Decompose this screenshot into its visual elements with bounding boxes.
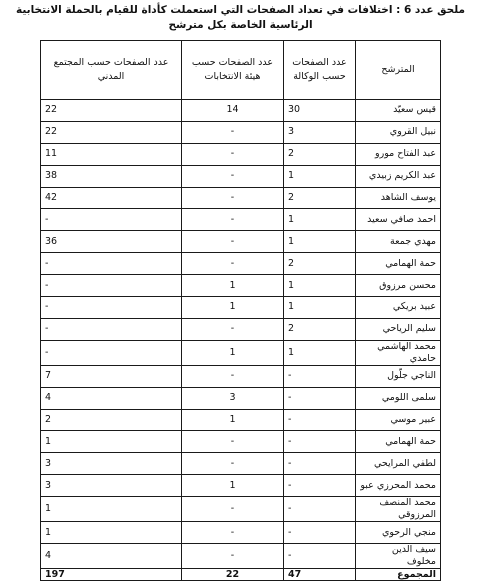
table-row bbox=[41, 100, 441, 122]
cell-agency: - bbox=[284, 431, 356, 453]
cell-election-body: 1 bbox=[182, 297, 284, 319]
cell-agency: - bbox=[284, 544, 356, 569]
cell-candidate: لطفي المرايحي bbox=[356, 453, 441, 475]
cell-election-body: 3 bbox=[182, 387, 284, 409]
cell-civil-society: 22 bbox=[41, 121, 182, 143]
cell-agency: - bbox=[284, 409, 356, 431]
total-agency: 47 bbox=[284, 569, 356, 581]
header-candidate: المترشح bbox=[356, 41, 441, 100]
cell-election-body: - bbox=[182, 497, 284, 522]
cell-agency: 1 bbox=[284, 209, 356, 231]
table-row bbox=[41, 544, 441, 569]
document-title bbox=[6, 3, 475, 33]
cell-candidate: عبد الفتاح مورو bbox=[356, 143, 441, 165]
cell-election-body: - bbox=[182, 431, 284, 453]
cell-candidate: عبد الكريم زبيدي bbox=[356, 165, 441, 187]
cell-civil-society: - bbox=[41, 340, 182, 365]
cell-election-body: - bbox=[182, 187, 284, 209]
cell-civil-society: 42 bbox=[41, 187, 182, 209]
cell-civil-society: - bbox=[41, 253, 182, 275]
cell-election-body: - bbox=[182, 209, 284, 231]
cell-civil-society: - bbox=[41, 209, 182, 231]
cell-civil-society: - bbox=[41, 297, 182, 319]
cell-candidate: عبيد بريكي bbox=[356, 297, 441, 319]
cell-civil-society: 1 bbox=[41, 522, 182, 544]
cell-election-body: - bbox=[182, 318, 284, 340]
cell-agency: - bbox=[284, 365, 356, 387]
table-row bbox=[41, 365, 441, 387]
table-row bbox=[41, 340, 441, 365]
cell-election-body: - bbox=[182, 121, 284, 143]
total-label: المجموع bbox=[356, 569, 441, 581]
cell-agency: - bbox=[284, 453, 356, 475]
cell-civil-society: 7 bbox=[41, 365, 182, 387]
cell-agency: 1 bbox=[284, 297, 356, 319]
table-row bbox=[41, 231, 441, 253]
cell-election-body: - bbox=[182, 231, 284, 253]
cell-agency: - bbox=[284, 387, 356, 409]
cell-civil-society: 1 bbox=[41, 497, 182, 522]
title-line-2: الرئاسية الخاصة بكل مترشح bbox=[168, 19, 313, 31]
table-row bbox=[41, 453, 441, 475]
cell-candidate: محمد الهاشمي حامدي bbox=[356, 340, 441, 365]
header-election-body: عدد الصفحات حسب هيئة الانتخابات bbox=[182, 41, 284, 100]
table-header-row bbox=[41, 41, 441, 100]
cell-election-body: - bbox=[182, 453, 284, 475]
table-row bbox=[41, 387, 441, 409]
table-row bbox=[41, 409, 441, 431]
table-row bbox=[41, 121, 441, 143]
table-row bbox=[41, 209, 441, 231]
total-civil-society: 197 bbox=[41, 569, 182, 581]
cell-candidate: حمة الهمامي bbox=[356, 253, 441, 275]
cell-agency: 1 bbox=[284, 231, 356, 253]
cell-civil-society: 38 bbox=[41, 165, 182, 187]
table-row bbox=[41, 275, 441, 297]
table-row bbox=[41, 297, 441, 319]
cell-agency: 2 bbox=[284, 187, 356, 209]
table-row bbox=[41, 522, 441, 544]
cell-agency: 3 bbox=[284, 121, 356, 143]
total-election-body: 22 bbox=[182, 569, 284, 581]
cell-election-body: - bbox=[182, 165, 284, 187]
cell-civil-society: 4 bbox=[41, 387, 182, 409]
cell-agency: - bbox=[284, 522, 356, 544]
cell-civil-society: 11 bbox=[41, 143, 182, 165]
table-row bbox=[41, 187, 441, 209]
cell-candidate: سيف الدين مخلوف bbox=[356, 544, 441, 569]
cell-candidate: احمد صافي سعيد bbox=[356, 209, 441, 231]
cell-agency: 2 bbox=[284, 253, 356, 275]
cell-candidate: قيس سعيّد bbox=[356, 100, 441, 122]
cell-candidate: محمد المحرزي عبو bbox=[356, 475, 441, 497]
cell-civil-society: - bbox=[41, 318, 182, 340]
table-row bbox=[41, 497, 441, 522]
cell-agency: 1 bbox=[284, 165, 356, 187]
table-row bbox=[41, 253, 441, 275]
table-row bbox=[41, 165, 441, 187]
cell-candidate: محسن مرزوق bbox=[356, 275, 441, 297]
cell-civil-society: 2 bbox=[41, 409, 182, 431]
cell-election-body: 1 bbox=[182, 340, 284, 365]
cell-election-body: 1 bbox=[182, 475, 284, 497]
cell-civil-society: 3 bbox=[41, 453, 182, 475]
cell-civil-society: 4 bbox=[41, 544, 182, 569]
cell-election-body: 14 bbox=[182, 100, 284, 122]
cell-candidate: سليم الرياحي bbox=[356, 318, 441, 340]
cell-election-body: 1 bbox=[182, 409, 284, 431]
cell-election-body: - bbox=[182, 143, 284, 165]
table-row bbox=[41, 431, 441, 453]
cell-agency: 30 bbox=[284, 100, 356, 122]
cell-candidate: الناجي جلّول bbox=[356, 365, 441, 387]
candidates-pages-table bbox=[40, 40, 441, 581]
cell-election-body: - bbox=[182, 253, 284, 275]
cell-candidate: حمة الهمامي bbox=[356, 431, 441, 453]
table-body bbox=[41, 100, 441, 569]
cell-agency: - bbox=[284, 475, 356, 497]
cell-civil-society: 36 bbox=[41, 231, 182, 253]
header-civil-society: عدد الصفحات حسب المجتمع المدني bbox=[41, 41, 182, 100]
cell-candidate: محمد المنصف المرزوقي bbox=[356, 497, 441, 522]
table-row bbox=[41, 475, 441, 497]
cell-agency: 1 bbox=[284, 275, 356, 297]
cell-election-body: - bbox=[182, 365, 284, 387]
cell-agency: - bbox=[284, 497, 356, 522]
cell-candidate: يوسف الشاهد bbox=[356, 187, 441, 209]
cell-candidate: منجي الرحوي bbox=[356, 522, 441, 544]
table-row bbox=[41, 318, 441, 340]
cell-agency: 1 bbox=[284, 340, 356, 365]
cell-election-body: - bbox=[182, 544, 284, 569]
cell-candidate: عبير موسي bbox=[356, 409, 441, 431]
cell-candidate: مهدي جمعة bbox=[356, 231, 441, 253]
title-line-1: ملحق عدد 6 : اختلافات في تعداد الصفحات التي استعملت كأداة للقيام بالحملة الانتخابية bbox=[15, 4, 466, 16]
cell-agency: 2 bbox=[284, 318, 356, 340]
table-row bbox=[41, 143, 441, 165]
header-agency: عدد الصفحات حسب الوكالة bbox=[284, 41, 356, 100]
cell-civil-society: 1 bbox=[41, 431, 182, 453]
cell-candidate: نبيل القروي bbox=[356, 121, 441, 143]
cell-civil-society: 22 bbox=[41, 100, 182, 122]
cell-election-body: 1 bbox=[182, 275, 284, 297]
cell-candidate: سلمى اللومي bbox=[356, 387, 441, 409]
cell-election-body: - bbox=[182, 522, 284, 544]
cell-civil-society: 3 bbox=[41, 475, 182, 497]
cell-agency: 2 bbox=[284, 143, 356, 165]
cell-civil-society: - bbox=[41, 275, 182, 297]
